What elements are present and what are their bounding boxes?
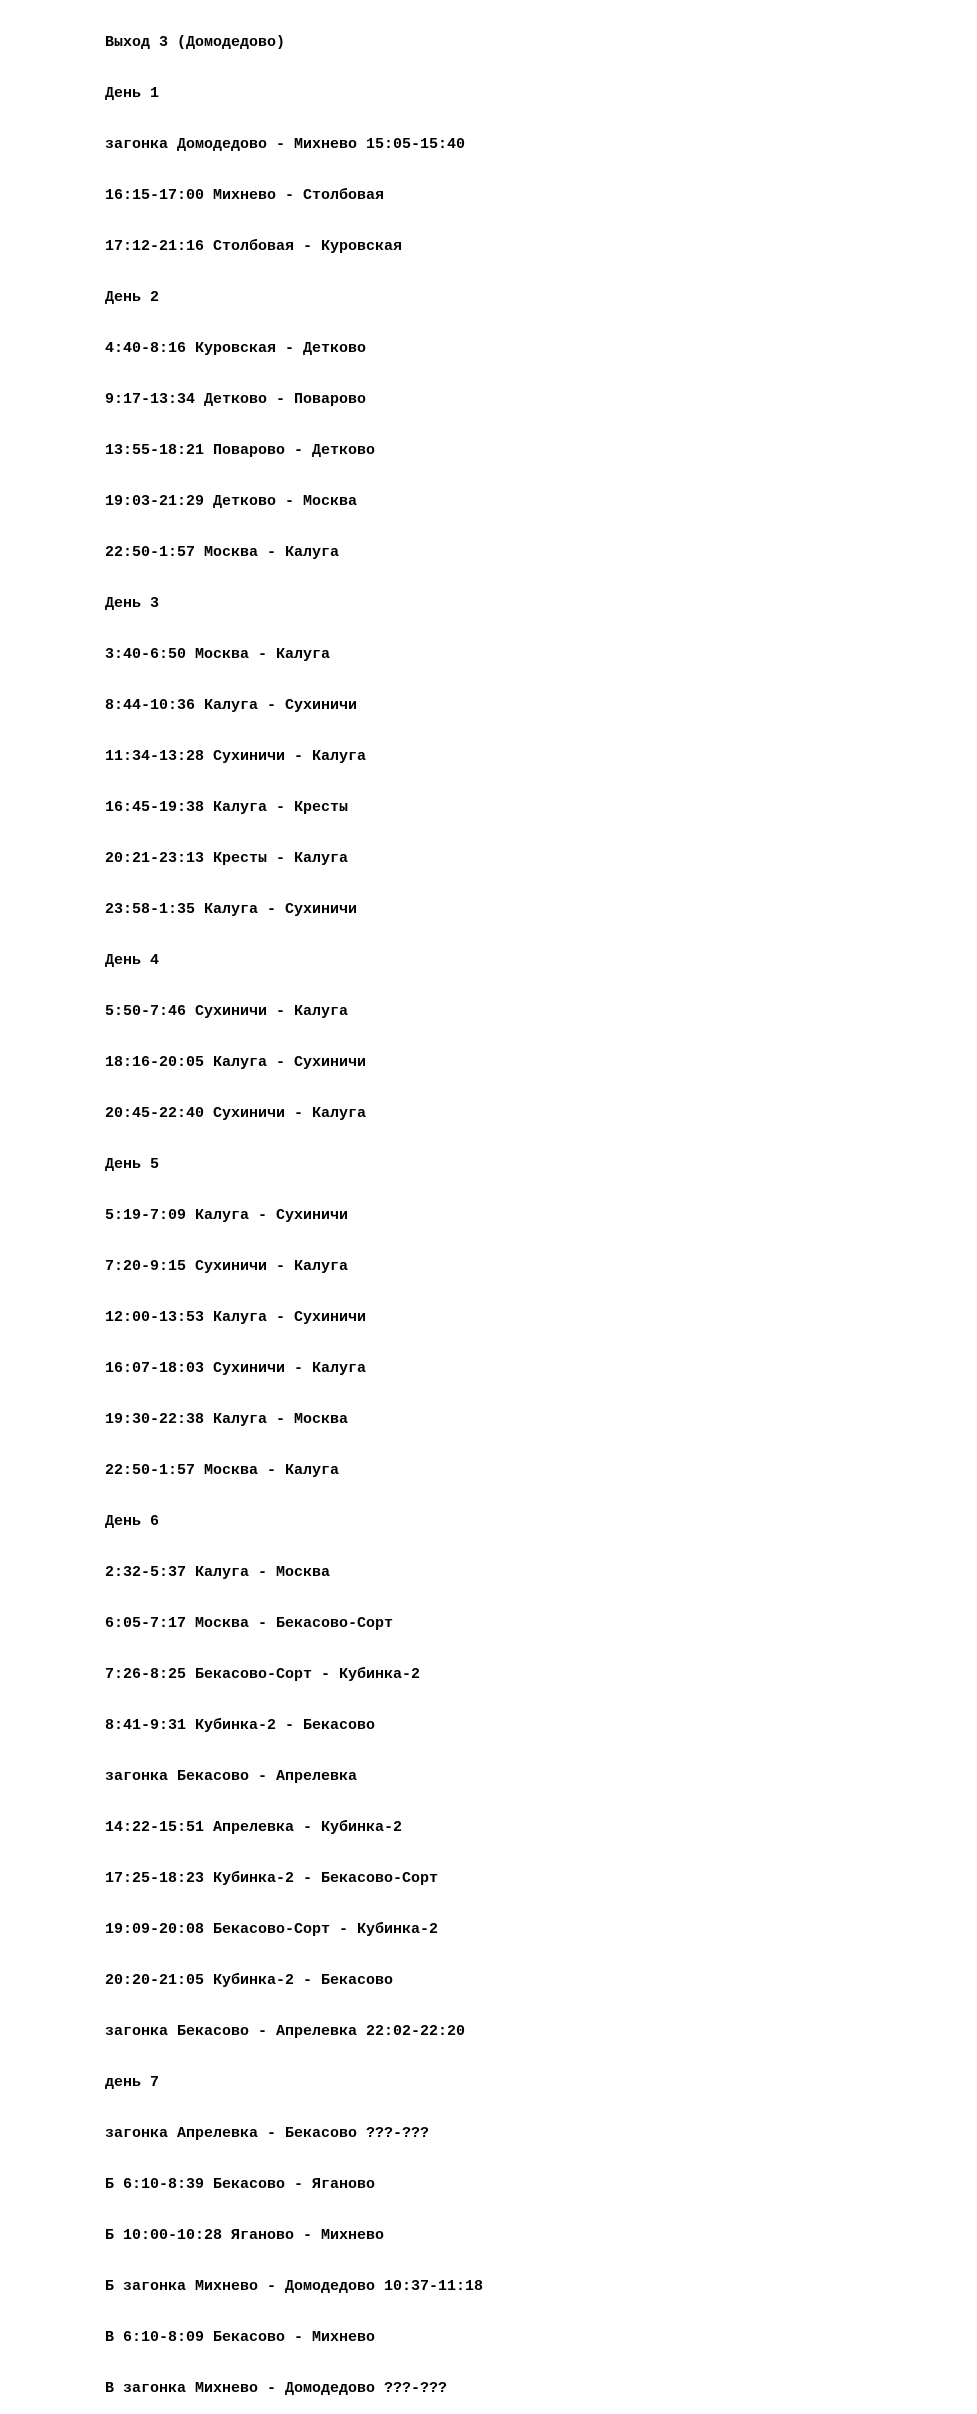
schedule-line: 17:25-18:23 Кубинка-2 - Бекасово-Сорт [105,1870,439,1887]
day-heading: День 3 [105,595,160,612]
schedule-line: 9:17-13:34 Детково - Поварово [105,391,367,408]
schedule-line: зaгонка Домодедово - Михнево 15:05-15:40 [105,136,466,153]
schedule-line: зaгонка Бекасово - Апрелевка [105,1768,358,1785]
schedule-line: 3:40-6:50 Москва - Калуга [105,646,331,663]
schedule-line: 14:22-15:51 Апрелевка - Кубинка-2 [105,1819,403,1836]
day-heading: День 1 [105,85,160,102]
schedule-line: 22:50-1:57 Москва - Калуга [105,544,340,561]
document-title: Выход 3 (Домодедово) [105,34,286,51]
day-heading: день 7 [105,2074,160,2091]
schedule-line: 16:45-19:38 Калуга - Кресты [105,799,349,816]
schedule-line: 16:15-17:00 Михнево - Столбовая [105,187,385,204]
schedule-line: 8:44-10:36 Калуга - Сухиничи [105,697,358,714]
schedule-line: 17:12-21:16 Столбовая - Куровская [105,238,403,255]
schedule-line: 5:19-7:09 Калуга - Сухиничи [105,1207,349,1224]
schedule-line: 23:58-1:35 Калуга - Сухиничи [105,901,358,918]
schedule-line: 20:21-23:13 Кресты - Калуга [105,850,349,867]
schedule-line: 11:34-13:28 Сухиничи - Калуга [105,748,367,765]
schedule-line: 18:16-20:05 Калуга - Сухиничи [105,1054,367,1071]
schedule-line: 5:50-7:46 Сухиничи - Калуга [105,1003,349,1020]
schedule-line: В 6:10-8:09 Бекасово - Михнево [105,2329,376,2346]
schedule-line: 13:55-18:21 Поварово - Детково [105,442,376,459]
schedule-document [105,0,483,2414]
day-heading: День 2 [105,289,160,306]
schedule-line: зaгонка Бекасово - Апрелевка 22:02-22:20 [105,2023,466,2040]
schedule-line: 20:20-21:05 Кубинка-2 - Бекасово [105,1972,394,1989]
schedule-line: 4:40-8:16 Куровская - Детково [105,340,367,357]
schedule-line: 19:09-20:08 Бекасово-Сорт - Кубинка-2 [105,1921,439,1938]
schedule-line: Б 10:00-10:28 Яганово - Михнево [105,2227,385,2244]
schedule-line: 6:05-7:17 Москва - Бекасово-Сорт [105,1615,394,1632]
schedule-line: В зaгонка Михнево - Домодедово ???-??? [105,2380,448,2397]
schedule-line: 16:07-18:03 Сухиничи - Калуга [105,1360,367,1377]
schedule-line: 7:26-8:25 Бекасово-Сорт - Кубинка-2 [105,1666,421,1683]
schedule-line: зaгонка Апрелевка - Бекасово ???-??? [105,2125,430,2142]
schedule-line: 2:32-5:37 Калуга - Москва [105,1564,331,1581]
day-heading: День 4 [105,952,160,969]
schedule-line: 7:20-9:15 Сухиничи - Калуга [105,1258,349,1275]
schedule-line: 22:50-1:57 Москва - Калуга [105,1462,340,1479]
schedule-line: Б 6:10-8:39 Бекасово - Яганово [105,2176,376,2193]
day-heading: День 5 [105,1156,160,1173]
schedule-line: Б зaгонка Михнево - Домодедово 10:37-11:18 [105,2278,484,2295]
day-heading: День 6 [105,1513,160,1530]
schedule-line: 19:03-21:29 Детково - Москва [105,493,358,510]
schedule-line: 8:41-9:31 Кубинка-2 - Бекасово [105,1717,376,1734]
schedule-line: 20:45-22:40 Сухиничи - Калуга [105,1105,367,1122]
schedule-line: 12:00-13:53 Калуга - Сухиничи [105,1309,367,1326]
schedule-line: 19:30-22:38 Калуга - Москва [105,1411,349,1428]
